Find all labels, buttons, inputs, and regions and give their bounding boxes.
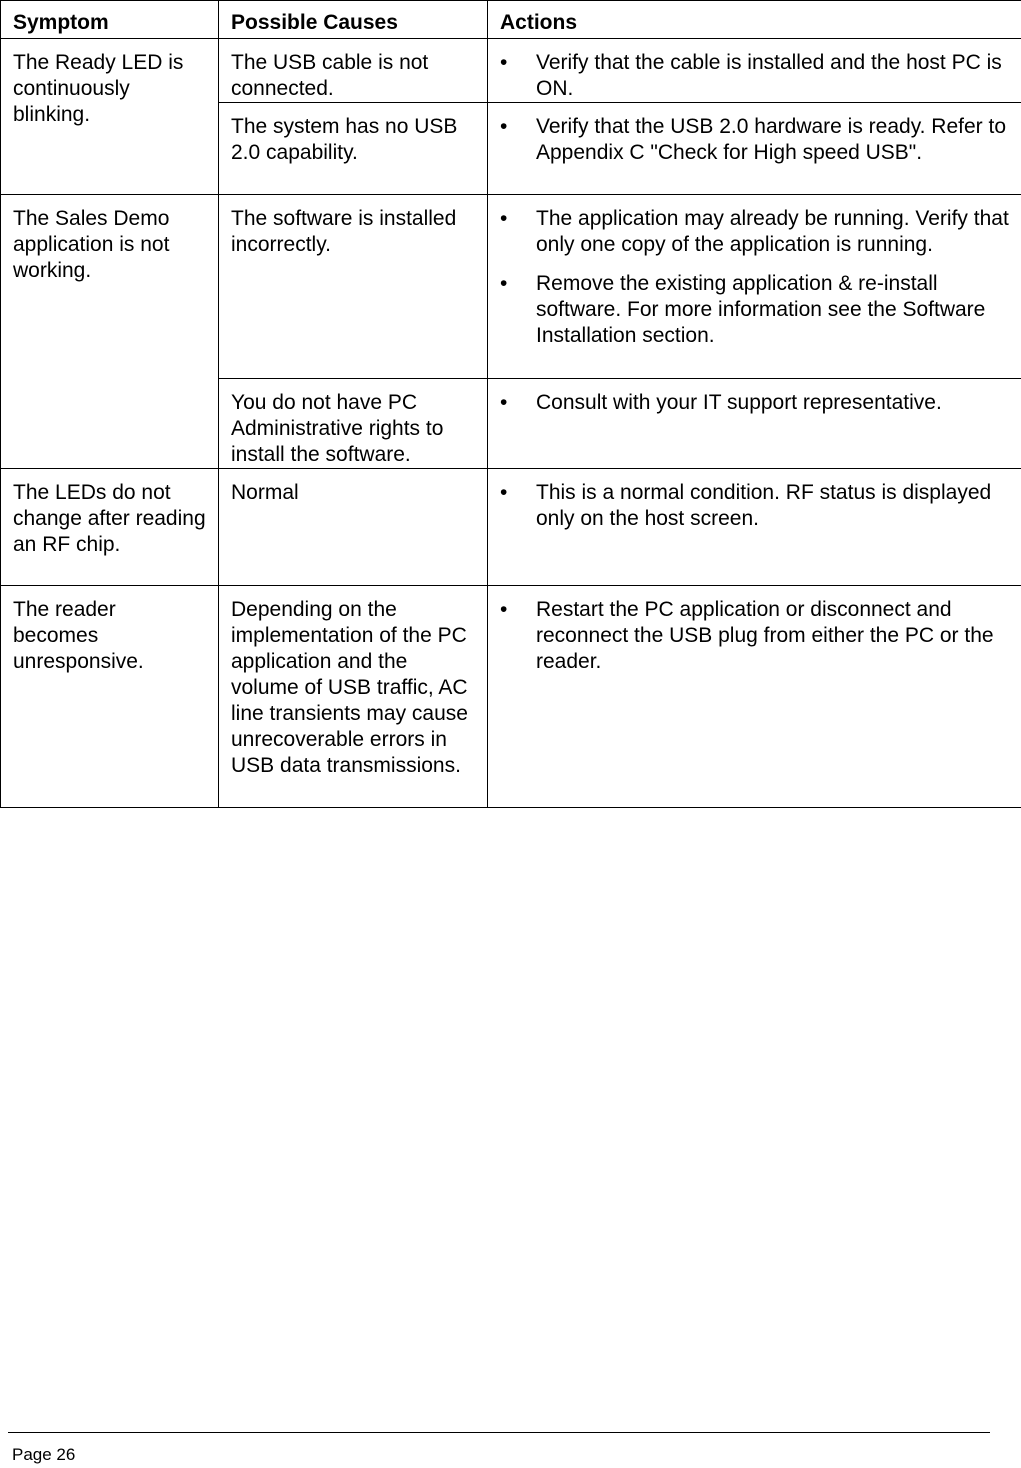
actions-cell: [488, 39, 1021, 103]
cause-cell: The USB cable is not connected.: [219, 39, 488, 103]
symptom-cell: The reader becomes unresponsive.: [1, 586, 219, 808]
action-text: Remove the existing application & re-install software. For more information see the Software Installation section.: [536, 272, 986, 347]
table-row: [1, 469, 1021, 586]
cause-cell: Normal: [219, 469, 488, 586]
action-item: [500, 271, 1009, 349]
action-text: This is a normal condition. RF status is displayed only on the host screen.: [536, 481, 992, 530]
actions-cell: [488, 195, 1021, 379]
action-text: Verify that the cable is installed and the host PC is ON.: [536, 51, 1002, 100]
footer-divider: [8, 1432, 990, 1433]
bullet-icon: •: [500, 115, 508, 138]
header-actions: Actions: [488, 1, 1021, 39]
symptom-cell: The Sales Demo application is not working.: [1, 195, 219, 469]
action-text: The application may already be running. Verify that only one copy of the application is running.: [536, 207, 1009, 256]
bullet-icon: •: [500, 391, 508, 414]
table-row: [1, 195, 1021, 379]
action-text: Restart the PC application or disconnect and reconnect the USB plug from either the PC or the reader.: [536, 598, 994, 673]
symptom-cell: The Ready LED is continuously blinking.: [1, 39, 219, 195]
bullet-icon: •: [500, 272, 508, 295]
cause-cell: You do not have PC Administrative rights to install the software.: [219, 379, 488, 469]
cause-cell: The software is installed incorrectly.: [219, 195, 488, 379]
action-text: Verify that the USB 2.0 hardware is ready. Refer to Appendix C "Check for High speed USB".: [536, 115, 1007, 164]
page-number: Page 26: [12, 1445, 76, 1464]
cause-cell: Depending on the implementation of the PC application and the volume of USB traffic, AC line transients may cause unrecoverable errors in USB data transmissions.: [219, 586, 488, 808]
bullet-icon: •: [500, 481, 508, 504]
bullet-icon: •: [500, 598, 508, 621]
cause-cell: The system has no USB 2.0 capability.: [219, 103, 488, 195]
symptom-cell: The LEDs do not change after reading an RF chip.: [1, 469, 219, 586]
action-item: [500, 50, 1009, 102]
action-item: [500, 206, 1009, 258]
action-item: [500, 597, 1009, 675]
action-item: [500, 114, 1009, 166]
actions-cell: [488, 103, 1021, 195]
action-text: Consult with your IT support representative.: [536, 391, 942, 414]
table-header-row: [1, 1, 1021, 39]
action-item: [500, 480, 1009, 532]
header-symptom: Symptom: [1, 1, 219, 39]
actions-cell: [488, 379, 1021, 469]
actions-cell: [488, 469, 1021, 586]
header-possible-causes: Possible Causes: [219, 1, 488, 39]
table-row: [1, 586, 1021, 808]
action-item: [500, 390, 1009, 416]
table-row: [1, 39, 1021, 103]
actions-cell: [488, 586, 1021, 808]
bullet-icon: •: [500, 51, 508, 74]
bullet-icon: •: [500, 207, 508, 230]
